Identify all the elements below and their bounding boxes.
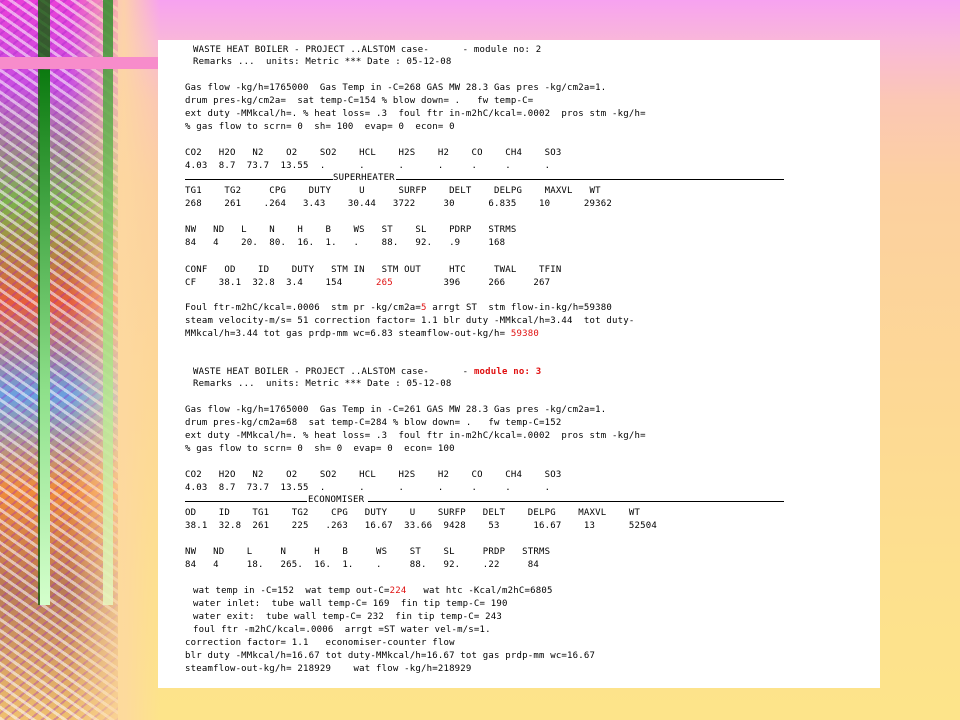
module-2-total-duty-left: MMkcal/h=3.44 tot gas prdp-mm wc=6.83 steamflow-out-kg/h=	[185, 329, 511, 339]
module-3-section-label: ECONOMISER	[308, 495, 365, 505]
module-2-gas-line-1: Gas flow -kg/h=1765000 Gas Temp in -C=268 GAS MW 28.3 Gas pres -kg/cm2a=1.	[185, 83, 607, 93]
module-3-water-htc: wat htc -Kcal/m2hC=6805	[406, 586, 553, 596]
module-3-foul-line: foul ftr -m2hC/kcal=.0006 arrgt =ST water vel-m/s=1.	[193, 625, 491, 635]
decorative-stripe-pink	[0, 57, 160, 69]
module-2-superheater-header: TG1 TG2 CPG DUTY U SURFP DELT DELPG MAXVL WT	[185, 186, 601, 196]
module-2-foul-left: Foul ftr-m2hC/kcal=.0006 stm pr -kg/cm2a=	[185, 303, 421, 313]
module-3-water-inlet-line: water inlet: tube wall temp-C= 169 fin tip temp-C= 190	[193, 599, 508, 609]
module-2-title: WASTE HEAT BOILER - PROJECT ..ALSTOM case- - module no: 2	[193, 45, 542, 55]
module-3-economiser-header: OD ID TG1 TG2 CPG DUTY U SURFP DELT DELPG MAXVL WT	[185, 508, 641, 518]
module-3-module-number: module no: 3	[473, 367, 542, 377]
module-2-gas-line-2: drum pres-kg/cm2a= sat temp-C=154 % blow down= . fw temp-C=	[185, 96, 534, 106]
module-3-gas-line-1: Gas flow -kg/h=1765000 Gas Temp in -C=261 GAS MW 28.3 Gas pres -kg/cm2a=1.	[185, 405, 607, 415]
module-2-steam-velocity-line: steam velocity-m/s= 51 correction factor= 1.1 blr duty -MMkcal/h=3.44 tot duty-	[185, 316, 635, 326]
module-3-water-temp-left: wat temp in -C=152 wat temp out-C=	[193, 586, 390, 596]
decorative-stripe-green	[40, 70, 50, 605]
module-2-stm-out-highlight: 265	[376, 278, 393, 288]
module-3-economiser-values: 38.1 32.8 261 225 .263 16.67 33.66 9428 53 16.67 13 52504	[185, 521, 657, 531]
module-2-composition-values: 4.03 8.7 73.7 13.55 . . . . . . .	[185, 161, 551, 171]
module-3-composition-header: CO2 H2O N2 O2 SO2 HCL H2S H2 CO CH4 SO3	[185, 470, 562, 480]
report-document	[158, 40, 880, 688]
module-2-gas-line-3: ext duty -MMkcal/h=. % heat loss= .3 foul ftr in-m2hC/kcal=.0002 pros stm -kg/h=	[185, 109, 646, 119]
module-2-geometry-header: NW ND L N H B WS ST SL PDRP STRMS	[185, 225, 517, 235]
module-2-section-rule-right	[396, 179, 784, 180]
module-3-gas-line-4: % gas flow to scrn= 0 sh= 0 evap= 0 econ= 100	[185, 444, 455, 454]
module-3-title	[193, 366, 541, 378]
module-2-conf-values-left: CF 38.1 32.8 3.4 154	[185, 278, 377, 288]
module-2-section-rule-left	[185, 179, 333, 180]
module-3-water-exit-line: water exit: tube wall temp-C= 232 fin tip temp-C= 243	[193, 612, 503, 622]
module-2-conf-header: CONF OD ID DUTY STM IN STM OUT HTC TWAL TFIN	[185, 265, 562, 275]
module-3-remarks: Remarks ... units: Metric *** Date : 05-12-08	[193, 379, 452, 389]
module-2-superheater-values: 268 261 .264 3.43 30.44 3722 30 6.835 10 29362	[185, 199, 613, 209]
module-3-geometry-values: 84 4 18. 265. 16. 1. . 88. 92. .22 84	[185, 560, 539, 570]
module-3-steamflow-line: steamflow-out-kg/h= 218929 wat flow -kg/h=218929	[185, 664, 472, 674]
module-2-stm-pressure-highlight: 5	[420, 303, 427, 313]
module-3-water-temp-line	[193, 585, 553, 597]
module-2-foul-line	[185, 302, 612, 314]
module-2-remarks: Remarks ... units: Metric *** Date : 05-12-08	[193, 57, 452, 67]
module-2-conf-values	[185, 277, 550, 289]
module-3-water-temp-out-highlight: 224	[389, 586, 407, 596]
decorative-stripe-light-green	[103, 0, 113, 605]
module-3-gas-line-2: drum pres-kg/cm2a=68 sat temp-C=284 % blow down= . fw temp-C=152	[185, 418, 562, 428]
module-2-conf-values-right: 396 266 267	[392, 278, 551, 288]
module-3-geometry-header: NW ND L N H B WS ST SL PRDP STRMS	[185, 547, 551, 557]
module-2-foul-right: arrgt ST stm flow-in-kg/h=59380	[426, 303, 613, 313]
module-2-total-duty-line	[185, 328, 539, 340]
module-3-title-text: WASTE HEAT BOILER - PROJECT ..ALSTOM case- -	[193, 367, 474, 377]
module-2-geometry-values: 84 4 20. 80. 16. 1. . 88. 92. .9 168	[185, 238, 506, 248]
module-3-boiler-duty-line: blr duty -MMkcal/h=16.67 tot duty-MMkcal/h=16.67 tot gas prdp-mm wc=16.67	[185, 651, 596, 661]
module-2-composition-header: CO2 H2O N2 O2 SO2 HCL H2S H2 CO CH4 SO3	[185, 148, 562, 158]
module-3-composition-values: 4.03 8.7 73.7 13.55 . . . . . . .	[185, 483, 551, 493]
module-3-section-rule-left	[185, 501, 307, 502]
module-2-steamflow-out-highlight: 59380	[510, 329, 539, 339]
module-3-section-rule-right	[368, 501, 784, 502]
module-3-gas-line-3: ext duty -MMkcal/h=. % heat loss= .3 foul ftr in-m2hC/kcal=.0002 pros stm -kg/h=	[185, 431, 646, 441]
module-2-section-label: SUPERHEATER	[333, 173, 395, 183]
module-3-correction-line: correction factor= 1.1 economiser-counter flow	[185, 638, 455, 648]
decorative-fade	[70, 0, 160, 720]
module-2-gas-line-4: % gas flow to scrn= 0 sh= 100 evap= 0 econ= 0	[185, 122, 455, 132]
